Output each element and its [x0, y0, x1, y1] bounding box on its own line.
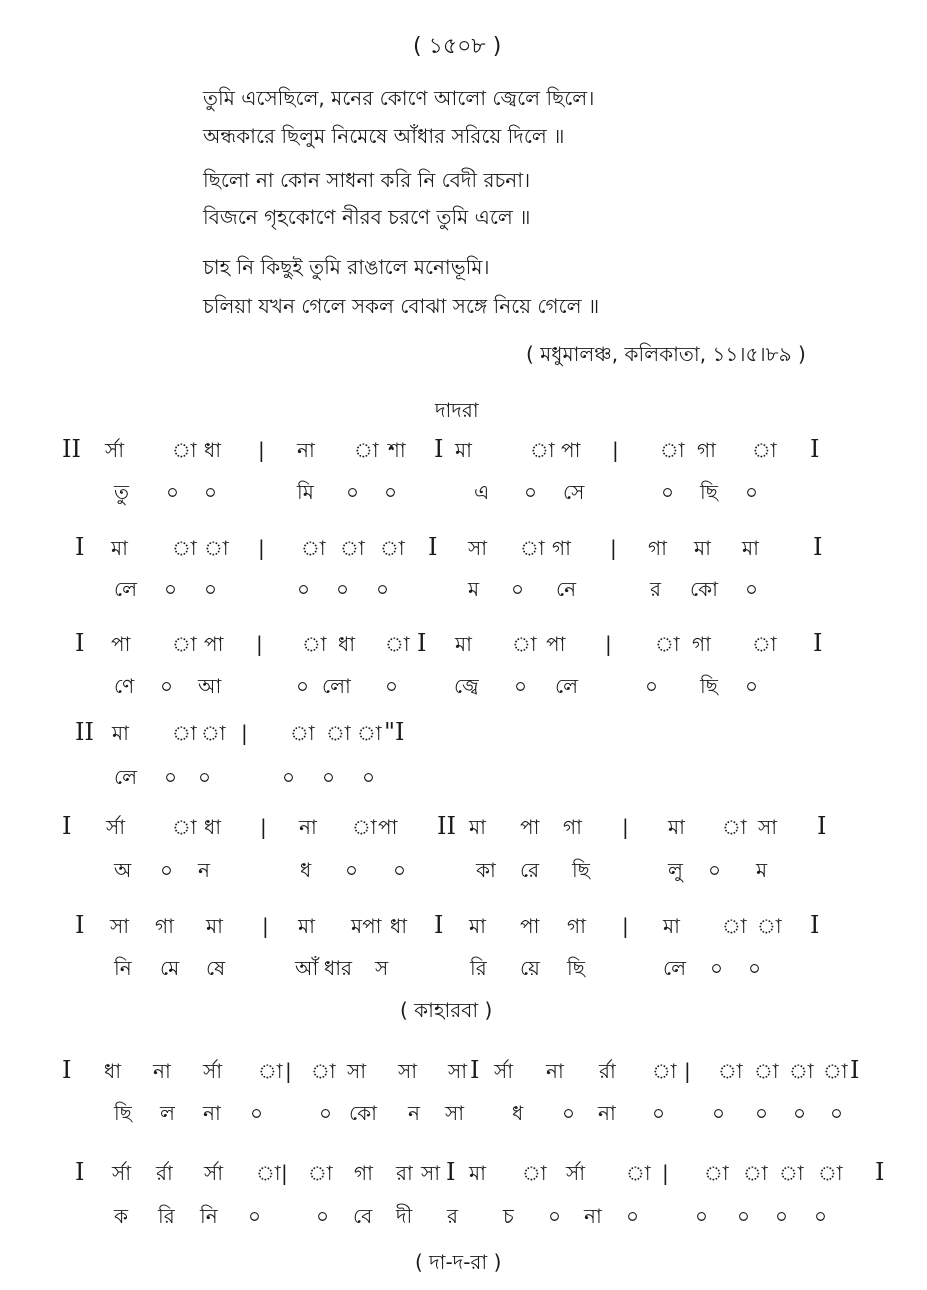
note: া [722, 914, 747, 938]
syllable: নে [556, 577, 577, 601]
syllable: ম [468, 577, 480, 601]
syllable: ০ [345, 858, 359, 882]
syllable: ০ [316, 1204, 330, 1228]
note: মা [298, 914, 315, 938]
syllable: ছি [572, 858, 590, 882]
note: গা [155, 914, 174, 938]
bar-line: I [810, 435, 820, 463]
note: া [385, 632, 410, 656]
bar-line: I [434, 435, 444, 463]
bar-line: I [75, 533, 85, 561]
syllable: নি [114, 956, 132, 980]
bar-line: II [75, 718, 94, 746]
syllable: লু [668, 858, 683, 882]
syllable: ছি [700, 674, 718, 698]
syllable: র [447, 1204, 459, 1228]
note: সা [758, 815, 778, 839]
lyric-line: তুমি এসেছিলে, মনের কোণে আলো জ্বেলে ছিলে। [203, 86, 595, 110]
syllable: ০ [737, 1204, 751, 1228]
note: া [743, 1161, 768, 1185]
note: া [326, 721, 351, 745]
note: ধা [104, 1059, 122, 1083]
note: র্সা [566, 1161, 586, 1185]
note: া [302, 632, 327, 656]
syllable: ০ [362, 765, 376, 789]
syllable: ০ [661, 480, 675, 504]
note: | [256, 632, 263, 656]
note: া [757, 914, 782, 938]
note: া [779, 1161, 804, 1185]
syllable: কা [476, 858, 496, 882]
syllable: লে [114, 577, 138, 601]
bar-line: I [875, 1158, 885, 1186]
note: ধা [204, 438, 222, 462]
syllable: লে [663, 956, 687, 980]
syllable: ০ [393, 858, 407, 882]
lyric-line: বিজনে গৃহকোণে নীরব চরণে তুমি এলে ॥ [203, 205, 531, 229]
syllable: ক [114, 1204, 128, 1228]
syllable: রে [520, 858, 540, 882]
note: গা [692, 632, 711, 656]
note: া [718, 1059, 743, 1083]
note: পা [378, 815, 398, 839]
note: না [299, 815, 317, 839]
note: া [352, 815, 377, 839]
note: া [256, 1161, 281, 1185]
note: া [722, 815, 747, 839]
syllable: ০ [297, 577, 311, 601]
syllable: ০ [775, 1204, 789, 1228]
syllable: মি [297, 480, 314, 504]
note: র্সা [106, 815, 126, 839]
note: মপা [351, 914, 382, 938]
syllable: ০ [319, 1101, 333, 1125]
bar-line: I [446, 1158, 456, 1186]
syllable: ০ [710, 956, 724, 980]
syllable: ণে [114, 674, 135, 698]
note: া [512, 632, 537, 656]
note: া [823, 1059, 848, 1083]
note: া [520, 536, 545, 560]
note: া [530, 438, 555, 462]
note: মা [112, 721, 129, 745]
note: | [258, 438, 265, 462]
note: া [311, 1059, 336, 1083]
note: | [281, 1161, 288, 1185]
bar-line: I [62, 812, 72, 840]
note: | [285, 1059, 292, 1083]
syllable: ০ [645, 674, 659, 698]
bar-line: I [62, 1056, 72, 1084]
syllable: লে [555, 674, 579, 698]
syllable: ০ [204, 577, 218, 601]
syllable: ধ [512, 1101, 524, 1125]
note: | [605, 632, 612, 656]
note: শা [388, 438, 406, 462]
syllable: লো [322, 674, 351, 698]
note: | [241, 721, 248, 745]
syllable: ০ [748, 956, 762, 980]
syllable: ০ [511, 577, 525, 601]
note: | [260, 815, 267, 839]
syllable: ছি [114, 1101, 132, 1125]
lyric-line: ছিলো না কোন সাধনা করি নি বেদী রচনা। [203, 168, 531, 192]
bar-line: I [428, 533, 438, 561]
note: া [301, 536, 326, 560]
note: র্সা [105, 438, 125, 462]
note: া [340, 536, 365, 560]
note: মা [455, 632, 472, 656]
note: | [684, 1059, 691, 1083]
note: া [660, 438, 685, 462]
syllable: না [203, 1101, 221, 1125]
syllable: ০ [514, 674, 528, 698]
bar-line: I [810, 911, 820, 939]
note: র্সা [494, 1059, 514, 1083]
note: া [172, 815, 197, 839]
syllable: ০ [626, 1204, 640, 1228]
syllable: ০ [793, 1101, 807, 1125]
syllable: লে [114, 765, 138, 789]
note: া [752, 632, 777, 656]
syllable: ০ [164, 577, 178, 601]
syllable: ০ [712, 1101, 726, 1125]
note: | [258, 536, 265, 560]
note: ধা [338, 632, 356, 656]
note: া [655, 632, 680, 656]
lyric-line: অন্ধকারে ছিলুম নিমেষে আঁধার সরিয়ে দিলে ॥ [203, 124, 565, 148]
note: | [662, 1161, 669, 1185]
bar-line: II [62, 435, 81, 463]
syllable: জ্বে [454, 674, 479, 698]
note: সা [468, 536, 488, 560]
syllable: কো [690, 577, 718, 601]
note: মা [469, 815, 486, 839]
syllable: ০ [164, 765, 178, 789]
section-title-dadra-2: ( দা-দ-রা ) [415, 1250, 502, 1274]
note: মা [455, 438, 472, 462]
bar-line: I [75, 629, 85, 657]
syllable: আ [198, 674, 222, 698]
note: র্রা [156, 1161, 173, 1185]
bar-line: I [850, 1056, 860, 1084]
syllable: ধার [324, 956, 353, 980]
note: া [308, 1161, 333, 1185]
syllable: ০ [336, 577, 350, 601]
syllable: রি [158, 1204, 175, 1228]
syllable: মে [160, 956, 180, 980]
syllable: ০ [708, 858, 722, 882]
syllable: ০ [282, 765, 296, 789]
note: মা [663, 914, 680, 938]
note: না [546, 1059, 564, 1083]
note: মা [694, 536, 711, 560]
note: সা [421, 1161, 441, 1185]
note: া [752, 438, 777, 462]
note: সা [110, 914, 130, 938]
syllable: কো [349, 1101, 377, 1125]
note: | [610, 536, 617, 560]
note: ধা [204, 815, 222, 839]
syllable: ধ [300, 858, 312, 882]
note: মা [111, 536, 128, 560]
bar-line: "I [384, 718, 405, 746]
source-citation: ( মধুমালঞ্চ, কলিকাতা, ১১।৫।৮৯ ) [526, 342, 806, 366]
note: া [357, 721, 382, 745]
syllable: এ [474, 480, 490, 504]
syllable: রি [470, 956, 487, 980]
syllable: ০ [745, 577, 759, 601]
note: পা [546, 632, 566, 656]
note: | [622, 815, 629, 839]
note: সা [448, 1059, 468, 1083]
lyric-line: চাহ নি কিছুই তুমি রাঙালে মনোভূমি। [203, 255, 490, 279]
note: া [754, 1059, 779, 1083]
syllable: ০ [385, 674, 399, 698]
note: া [380, 536, 405, 560]
syllable: ০ [745, 674, 759, 698]
note: র্রা [599, 1059, 616, 1083]
note: া [652, 1059, 677, 1083]
syllable: ছি [567, 956, 585, 980]
note: া [789, 1059, 814, 1083]
note: া [258, 1059, 283, 1083]
note: র্সা [112, 1161, 132, 1185]
note: | [622, 914, 629, 938]
syllable: সা [445, 1101, 465, 1125]
bar-line: I [813, 629, 823, 657]
note: া [818, 1161, 843, 1185]
lyric-line: চলিয়া যখন গেলে সকল বোঝা সঙ্গে নিয়ে গেলে ॥ [203, 294, 600, 318]
note: না [153, 1059, 171, 1083]
syllable: ০ [160, 858, 174, 882]
syllable: ০ [160, 674, 174, 698]
note: গা [567, 914, 586, 938]
bar-line: I [417, 629, 427, 657]
syllable: না [598, 1101, 616, 1125]
note: গা [552, 536, 571, 560]
syllable: সে [563, 480, 585, 504]
note: | [262, 914, 269, 938]
syllable: দী [396, 1204, 413, 1228]
note: রা [396, 1161, 413, 1185]
note: | [612, 438, 619, 462]
syllable: ০ [548, 1204, 562, 1228]
syllable: ০ [524, 480, 538, 504]
syllable: ০ [166, 480, 180, 504]
note: া [704, 1161, 729, 1185]
note: পা [111, 632, 131, 656]
syllable: ০ [346, 480, 360, 504]
bar-line: I [817, 812, 827, 840]
section-title-dadra: দাদরা [435, 398, 479, 422]
section-title-kaharba: ( কাহারবা ) [400, 998, 493, 1022]
note: গা [648, 536, 667, 560]
note: মা [469, 914, 486, 938]
syllable: ০ [376, 577, 390, 601]
note: া [626, 1161, 651, 1185]
syllable: ০ [198, 765, 212, 789]
syllable: ০ [652, 1101, 666, 1125]
note: া [172, 721, 197, 745]
note: মা [206, 914, 223, 938]
syllable: অ [114, 858, 132, 882]
bar-line: I [434, 911, 444, 939]
note: া [354, 438, 379, 462]
note: া [172, 536, 197, 560]
syllable: ০ [250, 1101, 264, 1125]
bar-line: I [813, 533, 823, 561]
syllable: ০ [204, 480, 218, 504]
syllable: ০ [745, 480, 759, 504]
note: মা [668, 815, 685, 839]
note: া [204, 536, 229, 560]
note: া [201, 721, 226, 745]
syllable: না [584, 1204, 602, 1228]
note: গা [354, 1161, 373, 1185]
note: মা [469, 1161, 486, 1185]
syllable: ০ [814, 1204, 828, 1228]
syllable: স [375, 956, 389, 980]
page-number: ( ১৫০৮ ) [413, 34, 502, 59]
note: া [172, 632, 197, 656]
note: া [290, 721, 315, 745]
syllable: য়ে [520, 956, 540, 980]
syllable: ম [756, 858, 768, 882]
syllable: ০ [322, 765, 336, 789]
syllable: ন [198, 858, 210, 882]
note: র্সা [203, 1059, 223, 1083]
syllable: ষে [206, 956, 226, 980]
syllable: চ [503, 1204, 514, 1228]
syllable: র [650, 577, 662, 601]
syllable: ০ [248, 1204, 262, 1228]
syllable: ০ [695, 1204, 709, 1228]
note: পা [520, 914, 540, 938]
note: সা [347, 1059, 367, 1083]
note: পা [520, 815, 540, 839]
bar-line: I [75, 911, 85, 939]
syllable: আঁ [295, 956, 319, 980]
note: া [522, 1161, 547, 1185]
syllable: তু [114, 480, 130, 504]
note: া [172, 438, 197, 462]
note: পা [561, 438, 581, 462]
note: না [297, 438, 315, 462]
syllable: ছি [700, 480, 718, 504]
syllable: ০ [296, 674, 310, 698]
bar-line: I [470, 1056, 480, 1084]
note: ধা [390, 914, 408, 938]
note: সা [398, 1059, 418, 1083]
syllable: ন [408, 1101, 420, 1125]
bar-line: I [75, 1158, 85, 1186]
note: র্সা [204, 1161, 224, 1185]
syllable: ল [160, 1101, 175, 1125]
syllable: ০ [562, 1101, 576, 1125]
note: পা [204, 632, 224, 656]
bar-line: II [437, 812, 456, 840]
note: গা [563, 815, 582, 839]
note: গা [697, 438, 716, 462]
syllable: ০ [384, 480, 398, 504]
syllable: ০ [755, 1101, 769, 1125]
syllable: বে [353, 1204, 373, 1228]
syllable: নি [200, 1204, 218, 1228]
note: মা [742, 536, 759, 560]
syllable: ০ [830, 1101, 844, 1125]
